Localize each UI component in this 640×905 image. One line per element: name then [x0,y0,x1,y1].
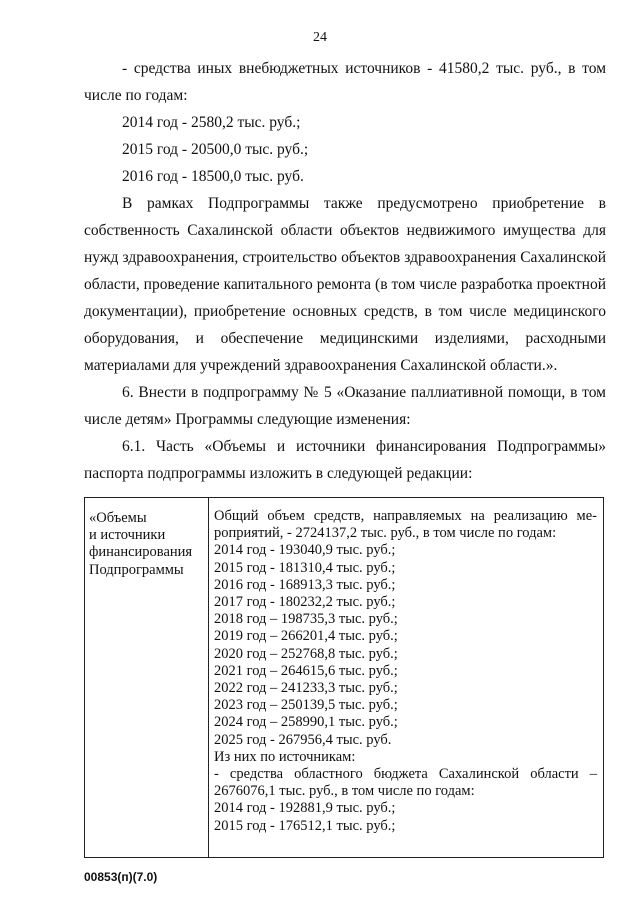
year-amount-line: 2018 год – 198735,3 тыс. руб.; [214,611,398,628]
year-amount-line: 2014 год - 193040,9 тыс. руб.; [214,542,396,559]
year-amount-line: 2019 год – 266201,4 тыс. руб.; [214,628,398,645]
label-line: финансирования [89,544,193,561]
funding-table-value-cell [209,498,603,857]
year-amount-line: 2022 год – 241233,3 тыс. руб.; [214,680,398,697]
year-amount-line: 2020 год – 252768,8 тыс. руб.; [214,645,398,662]
paragraph-item-6: 6. Внести в подпрограмму № 5 «Оказание паллиативной помощи, в том числе детям» Программы следующие изменения: [84,384,606,428]
funding-table-label-cell [85,498,209,857]
label-line: и источники [89,527,166,544]
regional-budget-line: - средства областного бюджета Сахалинской области – [214,766,597,783]
document-code: 00853(п)(7.0) [84,870,158,884]
year-line: 2015 год - 20500,0 тыс. руб.; [122,141,309,158]
budget-year-amount-line: 2015 год - 176512,1 тыс. руб.; [214,817,396,834]
funding-table [84,497,604,858]
year-amount-line: 2025 год - 267956,4 тыс. руб. [214,731,392,748]
year-amount-line: 2024 год – 258990,1 тыс. руб.; [214,714,398,731]
label-line: «Объемы [89,510,147,526]
budget-year-amount-line: 2014 год - 192881,9 тыс. руб.; [214,800,396,817]
regional-budget-line: 2676076,1 тыс. руб., в том числе по годам: [214,783,475,800]
year-amount-line: 2016 год - 168913,3 тыс. руб.; [214,576,396,593]
year-amount-line: 2015 год - 181310,4 тыс. руб.; [214,559,396,576]
year-line: 2016 год - 18500,0 тыс. руб. [122,168,304,185]
year-amount-line: 2021 год – 264615,6 тыс. руб.; [214,662,398,679]
paragraph-subprogram-scope: В рамках Подпрограммы также предусмотрено приобретение в собственность Сахалинской области объектов недвижимого имущества для нужд здравоохранения, строительство объектов здравоохранения Сахалинской области, проведение капитального ремонта (в том числе разработка проектной документации), приобретение основных средств, в том числе медицинского оборудования, и обеспечение медицинскими изделиями, расходными материалами для учреждений здравоохранения Сахалинской области.». [84,195,606,374]
year-line: 2014 год - 2580,2 тыс. руб.; [122,114,301,131]
page-number: 24 [313,30,327,45]
total-volume-line: роприятий, - 2724137,2 тыс. руб., в том числе по годам: [214,525,557,542]
total-volume-line: Общий объем средств, направляемых на реализацию ме- [214,508,597,524]
label-line: Подпрограммы [89,561,184,578]
year-amount-line: 2023 год – 250139,5 тыс. руб.; [214,697,398,714]
paragraph-item-6-1: 6.1. Часть «Объемы и источники финансирования Подпрограммы» паспорта подпрограммы изложить в следующей редакции: [84,438,606,482]
paragraph-extra-budget-sources: - средства иных внебюджетных источников - 41580,2 тыс. руб., в том числе по годам: [84,60,606,104]
sources-heading: Из них по источникам: [214,748,356,765]
document-body [84,55,606,487]
year-amount-line: 2017 год - 180232,2 тыс. руб.; [214,594,396,611]
